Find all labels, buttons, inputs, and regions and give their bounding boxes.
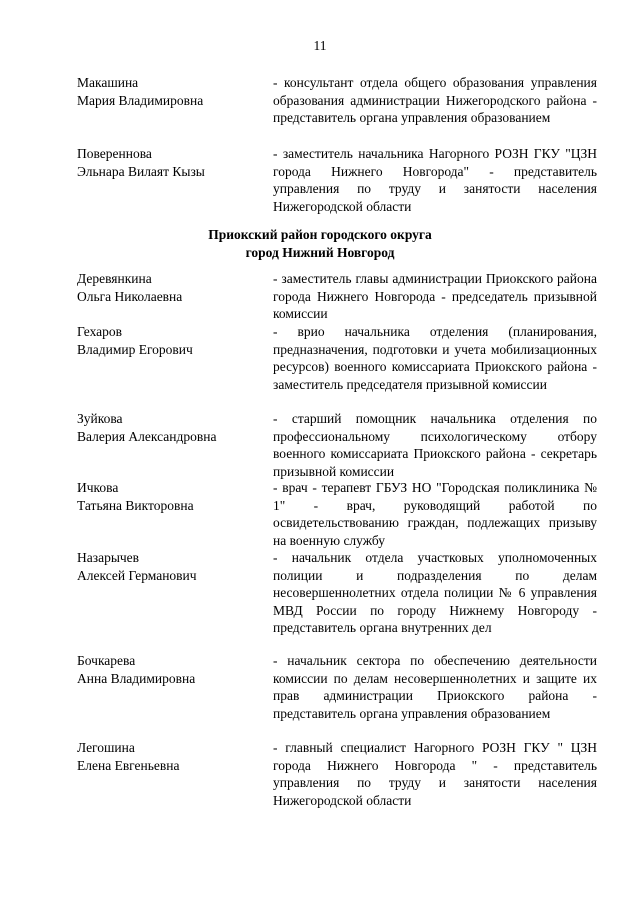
member-name: [77, 145, 267, 180]
member-surname: Гехаров: [77, 324, 123, 339]
section-heading-line: город Нижний Новгород: [245, 244, 395, 260]
member-surname: Легошина: [77, 740, 135, 755]
section-heading-line: Приокский район городского округа: [208, 227, 432, 242]
member-name: [77, 270, 267, 305]
member-name: [77, 739, 267, 774]
member-given-name: Эльнара Вилаят Кызы: [77, 163, 205, 179]
member-given-name: Анна Владимировна: [77, 670, 196, 686]
member-role: - консультант отдела общего образования управления образования администрации Нижегородского района - представитель органа управления образованием: [273, 75, 597, 126]
member-name: [77, 323, 267, 358]
member-given-name: Елена Евгеньевна: [77, 757, 180, 773]
member-surname: Ичкова: [77, 480, 119, 495]
section-heading: [0, 226, 640, 261]
member-name: [77, 410, 267, 445]
member-given-name: Мария Владимировна: [77, 92, 204, 108]
member-given-name: Ольга Николаевна: [77, 288, 183, 304]
member-role: - заместитель главы администрации Приокского района города Нижнего Новгорода - председатель призывной комиссии: [273, 271, 597, 322]
member-role: - начальник отдела участковых уполномоченных полиции и подразделения по делам несовершеннолетних отдела полиции № 6 управления МВД России по городу Нижнему Новгороду - представитель органа внутренних дел: [273, 550, 597, 636]
member-given-name: Татьяна Викторовна: [77, 497, 194, 513]
member-given-name: Алексей Германович: [77, 567, 197, 583]
member-name: [77, 479, 267, 514]
member-surname: Повереннова: [77, 146, 152, 161]
member-surname: Назарычев: [77, 550, 140, 565]
member-surname: Зуйкова: [77, 411, 123, 426]
member-given-name: Валерия Александровна: [77, 428, 217, 444]
member-name: [77, 74, 267, 109]
member-given-name: Владимир Егорович: [77, 341, 193, 357]
member-role: - начальник сектора по обеспечению деятельности комиссии по делам несовершеннолетних и защите их прав администрации Приокского района - представитель органа управления образованием: [273, 653, 597, 721]
member-surname: Деревянкина: [77, 271, 152, 286]
member-role: - главный специалист Нагорного РОЗН ГКУ " ЦЗН города Нижнего Новгорода " - представитель управления по труду и занятости населения Нижегородской области: [273, 740, 597, 808]
page-number: 11: [313, 38, 327, 53]
member-role: - врач - терапевт ГБУЗ НО "Городская поликлиника № 1" - врач, руководящий работой по освидетельствованию граждан, подлежащих призыву на военную службу: [273, 480, 597, 548]
member-surname: Макашина: [77, 75, 139, 90]
member-name: [77, 652, 267, 687]
member-role: - старший помощник начальника отделения по профессиональному психологическому отбору военного комиссариата Приокского района - секретарь призывной комиссии: [273, 411, 597, 479]
member-role: - заместитель начальника Нагорного РОЗН ГКУ "ЦЗН города Нижнего Новгорода" - представитель управления по труду и занятости населения Нижегородской области: [273, 146, 597, 214]
member-name: [77, 549, 267, 584]
member-surname: Бочкарева: [77, 653, 136, 668]
member-role: - врио начальника отделения (планирования, предназначения, подготовки и учета мобилизационных ресурсов) военного комиссариата Приокского района - заместитель председателя призывной комиссии: [273, 324, 597, 392]
